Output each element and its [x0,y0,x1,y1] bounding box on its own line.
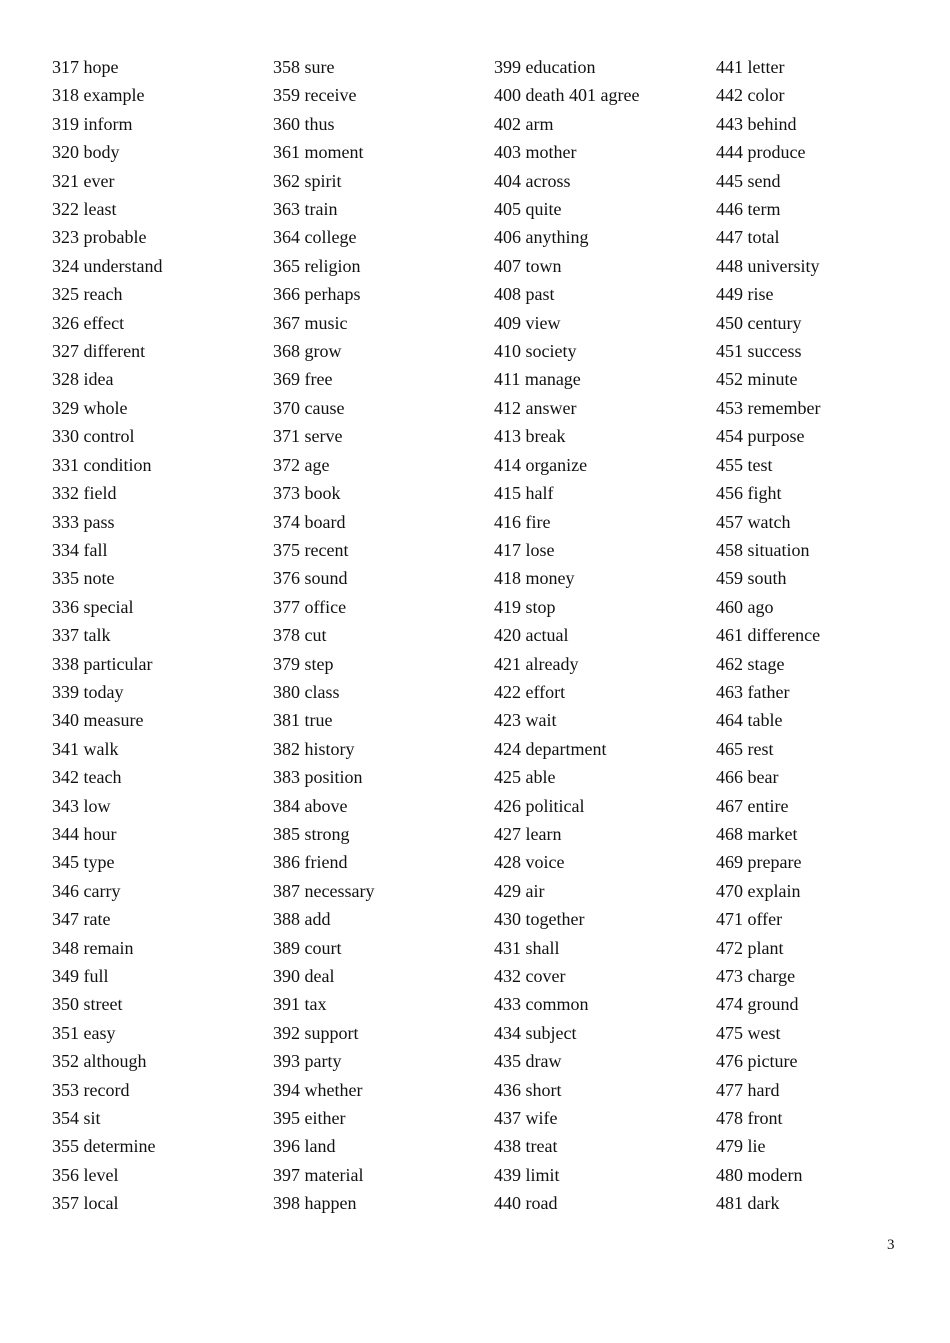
word-entry: 349 full [52,966,109,986]
word-entry: 416 fire [494,511,551,532]
word-entry: 454 purpose [716,426,805,447]
word-entry: 350 street [52,994,123,1015]
word-entry: 480 modern [716,1164,803,1185]
word-entry: 346 carry [52,880,121,901]
word-entry: 385 strong [273,823,350,844]
word-entry: 336 special [52,596,134,617]
word-entry: 470 explain [716,880,801,901]
word-entry: 467 entire [716,795,789,816]
word-entry: 449 rise [716,284,774,305]
word-entry: 386 friend [273,852,348,873]
word-entry: 352 although [52,1051,147,1072]
word-entry: 333 pass [52,511,115,532]
word-entry: 329 whole [52,397,128,418]
word-entry: 377 office [273,596,347,617]
word-entry: 448 university [716,255,820,276]
word-entry: 471 offer [716,909,783,930]
word-entry: 321 ever [52,170,115,191]
word-entry: 361 moment [273,142,364,163]
word-entry: 429 air [494,880,545,901]
word-entry: 420 actual [494,625,569,646]
word-entry: 435 draw [494,1051,562,1072]
word-entry: 380 class [273,681,340,702]
word-entry: 466 bear [716,767,779,788]
word-entry: 320 body [52,142,120,163]
word-entry: 364 college [273,227,357,248]
word-entry: 359 receive [273,85,357,106]
word-entry: 408 past [494,284,555,305]
word-entry: 373 book [273,483,341,504]
word-entry: 389 court [273,937,342,958]
word-entry: 427 learn [494,823,562,844]
word-entry: 355 determine [52,1136,156,1157]
word-entry: 369 free [273,369,333,390]
word-entry: 334 fall [52,539,108,560]
word-entry: 382 history [273,738,355,759]
word-entry: 424 department [494,738,607,759]
word-entry: 425 able [494,767,556,788]
word-entry: 363 train [273,199,338,220]
word-entry: 318 example [52,85,145,106]
word-entry: 341 walk [52,738,119,759]
word-entry: 464 table [716,710,783,731]
word-entry: 392 support [273,1022,359,1043]
word-entry: 478 front [716,1108,783,1129]
word-entry: 476 picture [716,1051,798,1072]
word-entry: 432 cover [494,966,566,986]
word-entry: 384 above [273,795,348,816]
word-entry: 387 necessary [273,880,375,901]
word-entry: 378 cut [273,625,327,646]
word-entry: 343 low [52,795,111,816]
word-entry: 319 inform [52,113,133,134]
word-entry: 459 south [716,568,787,589]
word-entry: 447 total [716,227,780,248]
word-entry: 398 happen [273,1193,357,1214]
word-entry: 344 hour [52,823,117,844]
word-entry: 468 market [716,823,798,844]
word-entry: 360 thus [273,113,335,134]
word-column-2 [273,53,488,1218]
word-entry: 444 produce [716,142,806,163]
word-entry: 399 education [494,57,596,77]
word-entry: 330 control [52,426,135,447]
word-entry: 418 money [494,568,575,589]
page-number: 3 [887,1237,895,1253]
word-entry: 332 field [52,483,117,504]
word-entry: 456 fight [716,483,782,504]
word-entry: 428 voice [494,852,565,873]
word-entry: 402 arm [494,113,554,134]
word-entry: 367 music [273,312,348,333]
word-entry: 375 recent [273,539,349,560]
word-entry: 434 subject [494,1022,577,1043]
word-entry: 407 town [494,255,562,276]
word-entry: 474 ground [716,994,799,1015]
word-entry: 370 cause [273,397,345,418]
word-entry: 453 remember [716,397,821,418]
word-entry: 462 stage [716,653,785,674]
word-entry: 436 short [494,1079,562,1100]
word-entry: 411 manage [494,369,581,390]
word-entry: 472 plant [716,937,784,958]
word-entry: 396 land [273,1136,336,1157]
word-entry: 317 hope [52,57,119,77]
word-entry: 445 send [716,170,781,191]
word-entry: 405 quite [494,199,562,220]
word-entry: 323 probable [52,227,147,248]
word-entry: 461 difference [716,625,821,646]
word-entry: 443 behind [716,113,797,134]
word-entry: 479 lie [716,1136,766,1157]
word-entry: 391 tax [273,994,327,1015]
word-entry: 481 dark [716,1193,780,1214]
word-entry: 362 spirit [273,170,342,191]
word-column-1 [52,53,267,1218]
word-entry: 417 lose [494,539,555,560]
word-entry: 473 charge [716,966,796,986]
word-entry: 457 watch [716,511,791,532]
word-entry: 400 death 401 agree [494,85,640,106]
word-entry: 409 view [494,312,561,333]
word-entry: 379 step [273,653,334,674]
word-entry: 437 wife [494,1108,558,1129]
word-entry: 460 ago [716,596,774,617]
word-entry: 393 party [273,1051,342,1072]
word-entry: 446 term [716,199,781,220]
word-entry: 366 perhaps [273,284,361,305]
word-entry: 465 rest [716,738,774,759]
word-entry: 381 true [273,710,333,731]
word-entry: 475 west [716,1022,781,1043]
word-entry: 423 wait [494,710,557,731]
word-entry: 431 shall [494,937,560,958]
word-entry: 404 across [494,170,571,191]
word-entry: 335 note [52,568,115,589]
word-entry: 403 mother [494,142,577,163]
word-column-4 [716,53,931,1218]
word-entry: 324 understand [52,255,163,276]
word-entry: 345 type [52,852,115,873]
word-entry: 442 color [716,85,785,106]
word-entry: 326 effect [52,312,125,333]
word-entry: 426 political [494,795,585,816]
word-entry: 356 level [52,1164,119,1185]
word-entry: 441 letter [716,57,785,77]
word-entry: 397 material [273,1164,364,1185]
word-entry: 383 position [273,767,363,788]
word-entry: 419 stop [494,596,556,617]
word-column-3 [494,53,709,1218]
word-entry: 469 prepare [716,852,802,873]
word-entry: 433 common [494,994,589,1015]
word-entry: 450 century [716,312,802,333]
word-entry: 348 remain [52,937,134,958]
word-entry: 342 teach [52,767,122,788]
word-entry: 351 easy [52,1022,116,1043]
word-entry: 340 measure [52,710,144,731]
word-entry: 412 answer [494,397,577,418]
word-entry: 463 father [716,681,790,702]
word-entry: 337 talk [52,625,111,646]
word-entry: 477 hard [716,1079,780,1100]
word-entry: 438 treat [494,1136,558,1157]
word-entry: 455 test [716,454,773,475]
word-entry: 439 limit [494,1164,560,1185]
word-entry: 338 particular [52,653,153,674]
word-entry: 325 reach [52,284,123,305]
word-entry: 357 local [52,1193,119,1214]
word-entry: 395 either [273,1108,346,1129]
word-entry: 451 success [716,341,802,362]
word-entry: 422 effort [494,681,566,702]
word-entry: 328 idea [52,369,114,390]
word-entry: 421 already [494,653,579,674]
word-entry: 374 board [273,511,346,532]
word-entry: 458 situation [716,539,810,560]
word-entry: 430 together [494,909,585,930]
word-entry: 354 sit [52,1108,101,1129]
word-entry: 365 religion [273,255,361,276]
word-entry: 353 record [52,1079,130,1100]
word-entry: 327 different [52,341,146,362]
word-entry: 322 least [52,199,117,220]
word-entry: 358 sure [273,57,335,77]
word-entry: 388 add [273,909,331,930]
word-entry: 376 sound [273,568,348,589]
word-entry: 415 half [494,483,554,504]
word-entry: 371 serve [273,426,343,447]
word-entry: 394 whether [273,1079,363,1100]
word-entry: 372 age [273,454,330,475]
word-entry: 347 rate [52,909,111,930]
word-entry: 390 deal [273,966,335,986]
word-entry: 414 organize [494,454,588,475]
word-entry: 339 today [52,681,124,702]
word-entry: 410 society [494,341,577,362]
word-entry: 452 minute [716,369,798,390]
word-entry: 406 anything [494,227,589,248]
word-entry: 413 break [494,426,566,447]
word-entry: 368 grow [273,341,342,362]
word-entry: 331 condition [52,454,152,475]
word-entry: 440 road [494,1193,558,1214]
